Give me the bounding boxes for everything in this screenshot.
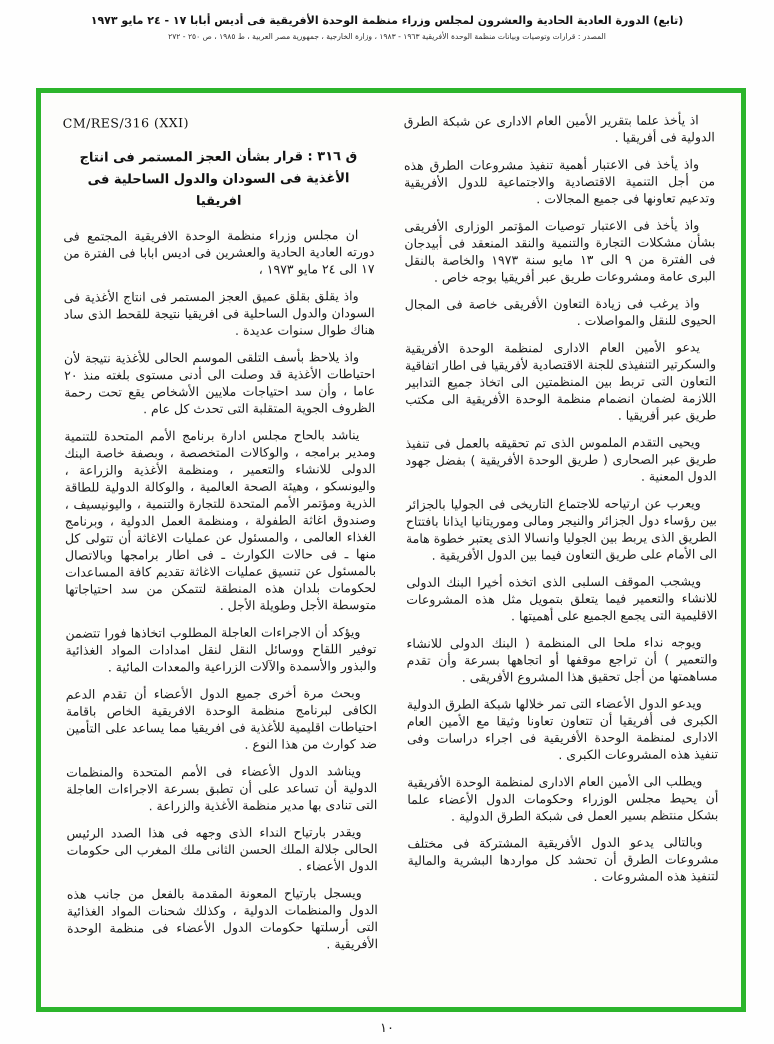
paragraph: ويوجه نداء ملحا الى المنظمة ( البنك الدولى للانشاء والتعمير ) أن تراجع موقفها أو اتجاهها بسرعة وأن تقدم مساهمتها من أجل تحقيق هذا المشروع الأفريقى . — [406, 634, 718, 685]
column-left — [63, 113, 379, 993]
paragraph: ويطلب الى الأمين العام الادارى لمنظمة الوحدة الأفريقية أن يحيط مجلس الوزراء وحكومات الدول الأعضاء علما بشكل منتظم بسير العمل فى شبكة الطرق الدولية . — [407, 773, 719, 824]
paragraph: وبالتالى يدعو الدول الأفريقية المشتركة فى مختلف مشروعات الطرق أن تحشد كل مواردها البشرية والمالية لتنفيذ هذه المشروعات . — [407, 834, 719, 884]
document-columns — [39, 91, 744, 1009]
header-source-note: المصدر : قرارات وتوصيات وبيانات منظمة الوحدة الأفريقية ١٩٦٣ - ١٩٨٣ ، وزارة الخارجية ، جمهورية مصر العربية ، ط ١٩٨٥ ، ص ٢٥٠ - ٢٧٢ — [168, 32, 606, 41]
column-right — [404, 111, 720, 991]
resolution-title-line: الأغذية فى السودان والدول الساحلية فى افريقيا — [87, 171, 350, 210]
paragraph: واذ يرغب فى زيادة التعاون الأفريقى خاصة فى المجال الحيوى للنقل والمواصلات . — [404, 295, 716, 329]
paragraph: ان مجلس وزراء منظمة الوحدة الافريقية المجتمع فى دورته العادية الحادية والعشرين فى اديس ابابا فى الفترة من ١٧ الى ٢٤ مايو ١٩٧٣ ، — [63, 227, 375, 277]
paragraph: ويسجل بارتياح المعونة المقدمة بالفعل من جانب هذه الدول والمنظمات الدولية ، وكذلك شحنات المواد الغذائية التى أرسلتها حكومات الدول الأعضاء فى منظمة الوحدة الأفريقية . — [66, 885, 379, 952]
paragraph: واذ يأخذ فى الاعتبار أهمية تنفيذ مشروعات الطرق هذه من أجل التنمية الاقتصادية والاجتماعية للدول الأفريقية وتدعيم تعاونها فى جميع المجالات . — [403, 156, 716, 207]
paragraph: وبحث مرة أخرى جميع الدول الأعضاء أن تقدم الدعم الكافى لبرنامج منظمة الوحدة الافريقية الخاص باقامة احتياطات اقليمية للأغذية فى افريقيا مما يساعد على التأمين ضد كوارث من هذا النوع . — [65, 685, 378, 753]
paragraph: ويعرب عن ارتياحه للاجتماع التاريخى فى الجوليا بالجزائر بين رؤساء دول الجزائر والنيجر ومالى وموريتانيا ايذانا بافتتاح الطريق الذى يربط بين الجوليا وانسالا الذى يعتبر خطوة هامة الى الأمام على طريق التعاون فيما بين الدول الأفريقية . — [405, 495, 718, 563]
document-scan-frame — [36, 88, 746, 1012]
paragraph: ويشجب الموقف السلبى الذى اتخذه أخيرا البنك الدولى للانشاء والتعمير فيما يتعلق بتمويل مثل هذه المشروعات الاقليمية التى يجمع الجميع على أهميتها . — [406, 573, 718, 624]
paragraph: واذ يأخذ فى الاعتبار توصيات المؤتمر الوزارى الأفريقى بشأن مشكلات التجارة والتنمية والنقد المنعقد فى أبيدجان فى الفترة من ٩ الى ١٣ مايو سنة ١٩٧٣ والخاصة بالنقل البرى عامة ومشروعات طريق عبر أفريقيا بوجه خاص . — [404, 217, 716, 285]
paragraph: واذ يلاحظ بأسف التلقى الموسم الحالى للأغذية نتيجة لأن احتياطات الأغذية قد وصلت الى أدنى مستوى بلغته منذ ٢٠ عاما ، وأن سد احتياجات ملايين الأشخاص يقع تحت رحمة الظروف الجوية المتقلبة التى تحدث كل عام . — [63, 349, 376, 417]
paragraph: ويؤكد أن الاجراءات العاجلة المطلوب اتخاذها فورا تتضمن توفير اللقاح ووسائل النقل لنقل امدادات المواد الغذائية والبذور والأسمدة والآلات الزراعية والمعدات المائية . — [65, 624, 377, 675]
resolution-title-line: ق ٣١٦ : قرار بشأن العجز المستمر فى انتاج — [79, 149, 358, 166]
paragraph: ويناشد الدول الأعضاء فى الأمم المتحدة والمنظمات الدولية أن تساعد على أن تطبق بسرعة الاجراءات العاجلة التى تنادى بها مدير منظمة الأغذية والزراعة . — [66, 763, 378, 814]
paragraph: ويحيى التقدم الملموس الذى تم تحقيقه بالعمل فى تنفيذ طريق عبر الصحارى ( طريق الوحدة الأفريقية ) بفضل جهود الدول المعنية . — [405, 434, 717, 484]
paragraph: ويدعو الدول الأعضاء التى تمر خلالها شبكة الطرق الدولية الكبرى فى أفريقيا أن تتعاون تعاونا وثيقا مع الأمين العام الادارى لمنظمة الوحدة الأفريقية فى اجراء دراسات وفى تنفيذ هذه المشروعات الكبرى . — [406, 695, 719, 763]
paragraph: يناشد بالحاح مجلس ادارة برنامج الأمم المتحدة للتنمية ومدير برامجه ، والوكالات المتخصصة ، وبصفة خاصة البنك الدولى للانشاء والتعمير ، ومنظمة الأغذية والزراعة ، واليونسكو ، وهيئة الصحة العالمية ، والوكالة الدولية للطاقة الذرية ومؤتمر الأمم المتحدة للتجارة والتنمية ، واليونيسيف ، وصندوق اغاثة الطفولة ، ومنظمة العمل الدولية ، وبرنامج الغذاء العالمى ، والمسئول عن عمليات الاغاثة أن تتولى كل منها ـ فى حالات الكوارث ـ فى اطار برامجها وبالاتصال بالمسئول عن تنسيق عمليات الاغاثة تقديم كافة المساعدات لحكومات بلدان هذه المنطقة لتتمكن من سد احتياجاتها متوسطة الأجل وطويلة الأجل . — [64, 427, 377, 614]
paragraph: ويقدر بارتياح النداء الذى وجهه فى هذا الصدد الرئيس الحالى جلالة الملك الحسن الثانى ملك المغرب الى حكومات الدول الأعضاء . — [66, 824, 378, 874]
page-header — [0, 14, 774, 41]
resolution-reference: CM/RES/316 (XXI) — [62, 115, 190, 131]
header-session-title: (تابع) الدورة العادية الحادية والعشرون لمجلس وزراء منظمة الوحدة الأفريقية فى أديس أبابا ١٧ - ٢٤ مايو ١٩٧٣ — [90, 14, 684, 27]
page-number: ١٠ — [380, 1021, 394, 1036]
paragraph: يدعو الأمين العام الادارى لمنظمة الوحدة الأفريقية والسكرتير التنفيذى للجنة الاقتصادية لأفريقيا فى اطار اتفاقية التعاون التى تربط بين المنظمتين الى اتخاذ جميع التدابير اللازمة لضمان انضمام منظمة الوحدة الأفريقية الى مكتب طريق عبر أفريقيا . — [404, 339, 717, 423]
paragraph: واذ يقلق بقلق عميق العجز المستمر فى انتاج الأغذية فى السودان والدول الساحلية فى افريقيا نتيجة للقحط الذى ساد هناك طوال سنوات عديدة . — [63, 288, 375, 339]
paragraph: اذ يأخذ علما بتقرير الأمين العام الادارى عن شبكة الطرق الدولية فى أفريقيا . — [403, 112, 715, 145]
resolution-title — [63, 146, 374, 214]
